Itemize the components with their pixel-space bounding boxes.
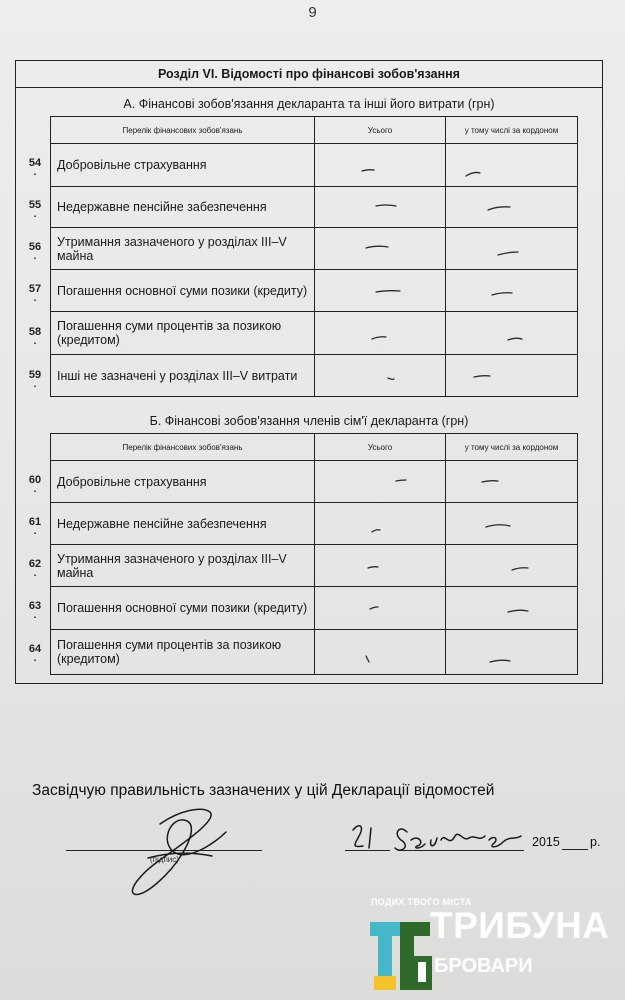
header-abroad: у тому числі за кордоном [446,434,578,461]
signature [100,802,250,897]
tb-logo-icon [368,912,438,997]
watermark-tagline: ПОДИХ ТВОГО МІСТА [371,897,472,907]
row-number: 63 . [28,600,42,621]
row-label: Добровільне страхування [51,144,315,187]
row-label: Недержавне пенсійне забезпечення [51,503,315,545]
row-label: Добровільне страхування [51,461,315,503]
signature-caption: (підпис) [150,855,179,864]
row-number: 59 . [28,369,42,390]
handwritten-date [345,818,535,858]
date-suffix: р. [590,835,601,849]
section-title: Розділ VI. Відомості про фінансові зобов'язання [15,60,603,88]
header-list: Перелік фінансових зобов'язань [51,117,315,144]
row-number: 62 . [28,558,42,579]
row-label: Інші не зазначені у розділах III–V витрати [51,355,315,397]
row-label: Погашення основної суми позики (кредиту) [51,270,315,312]
header-abroad: у тому числі за кордоном [446,117,578,144]
row-number: 54 . [28,157,42,178]
row-label: Утримання зазначеного у розділах III–V майна [51,545,315,587]
watermark-subtitle: БРОВАРИ [434,955,533,977]
row-number: 58 . [28,326,42,347]
row-number: 55 . [28,199,42,220]
row-label: Погашення основної суми позики (кредиту) [51,587,315,630]
date-year: 2015 [532,835,560,849]
row-number: 64 . [28,643,42,664]
row-number: 56 . [28,241,42,262]
header-list: Перелік фінансових зобов'язань [51,434,315,461]
part-a-title: А. Фінансові зобов'язання декларанта та інші його витрати (грн) [123,97,495,111]
tribuna-watermark [368,897,625,1000]
date-suffix-line [562,849,588,850]
row-label: Утримання зазначеного у розділах III–V майна [51,228,315,270]
row-label: Погашення суми процентів за позикою (кредитом) [51,312,315,355]
part-b-title: Б. Фінансові зобов'язання членів сім'ї декларанта (грн) [149,414,469,428]
certification-statement: Засвідчую правильність зазначених у цій Декларації відомостей [32,782,495,799]
header-total: Усього [315,117,446,144]
row-label: Недержавне пенсійне забезпечення [51,187,315,228]
row-number: 57 . [28,283,42,304]
watermark-title: ТРИБУНА [430,905,610,946]
header-total: Усього [315,434,446,461]
row-label: Погашення суми процентів за позикою (кредитом) [51,630,315,675]
row-number: 60 . [28,474,42,495]
page-number: 9 [308,4,317,21]
row-number: 61 . [28,516,42,537]
